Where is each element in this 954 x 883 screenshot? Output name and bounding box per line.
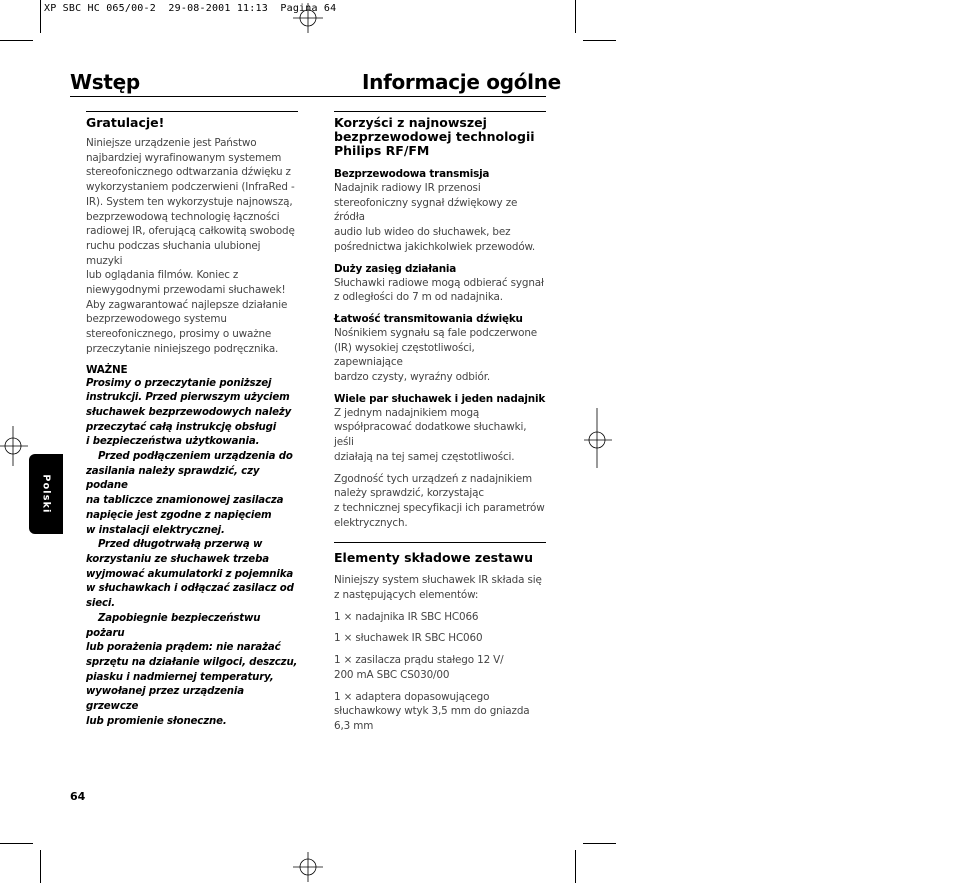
components-intro: Niniejszy system słuchawek IR składa się z następujących elementów: — [334, 574, 542, 602]
registration-mark-icon — [293, 852, 323, 882]
feature-text: Z jednym nadajnikiem mogą współpracować dodatkowe słuchawki, jeśli działają na tej samej częstotliwości. — [334, 406, 527, 463]
column-rule — [334, 111, 546, 112]
crop-mark — [0, 843, 33, 844]
feature-block — [334, 312, 546, 385]
components-heading: Elementy składowe zestawu — [334, 550, 533, 566]
feature-text: Nośnikiem sygnału są fale podczerwone (IR) wysokiej częstotliwości, zapewniające bardzo czysty, wyraźny odbiór. — [334, 326, 538, 384]
left-column — [86, 111, 298, 729]
greeting-heading: Gratulacje! — [86, 115, 165, 130]
intro-text: Niniejsze urządzenie jest Państwo najbardziej wyrafinowanym systemem stereofonicznego odtwarzania dźwięku z wykorzystaniem podczerwieni (InfraRed - IR). System ten wykorzystuje najnowszą, bezprzewodową technologię łączności radiowej IR, oferującą całkowitą swobodę ruchu podczas słuchania ulubionej muzyki lub oglądania filmów. Koniec z niewygodnymi przewodami słuchawek! Aby zagwarantować najlepsze działanie bezprzewodowego systemu stereofonicznego, prosimy o uważne przeczytanie niniejszego podręcznika. — [86, 137, 295, 355]
registration-mark-icon — [0, 426, 30, 466]
crop-mark — [583, 843, 616, 844]
page-title-right: Informacje ogólne — [362, 70, 561, 94]
print-header: XP SBC HC 065/00-2 29-08-2001 11:13 Pagina 64 — [44, 3, 337, 14]
important-label: WAŻNE — [86, 363, 128, 376]
crop-mark — [40, 850, 41, 883]
feature-text: Nadajnik radiowy IR przenosi stereofoniczny sygnał dźwiękowy ze źródła audio lub wideo do słuchawek, bez pośrednictwa jakichkolwiek przewodów. — [334, 182, 536, 253]
component-item: 1 × słuchawek IR SBC HC060 — [334, 632, 483, 645]
warning-text: Przed podłączeniem urządzenia do zasilania należy sprawdzić, czy podane na tabliczce znamionowej zasilacza napięcie jest zgodne z napięciem w instalacji elektrycznej. — [86, 451, 293, 536]
warning-text: Zapobiegnie bezpieczeństwu pożaru lub porażenia prądem: nie narażać sprzętu na działanie wilgoci, deszczu, piasku i nadmiernej temperatury, wywołanej przez urządzenia grzewcze lub promienie słoneczne. — [86, 612, 298, 727]
component-item: 1 × nadajnika IR SBC HC066 — [334, 610, 479, 623]
feature-title: Duży zasięg działania — [334, 262, 457, 275]
crop-mark — [0, 40, 33, 41]
feature-title: Wiele par słuchawek i jeden nadajnik — [334, 392, 546, 405]
warning-text: Przed długotrwałą przerwą w korzystaniu ze słuchawek trzeba wyjmować akumulatorki z pojemnika w słuchawkach i odłączać zasilacz od sieci. — [86, 539, 294, 610]
benefits-heading: Korzyści z najnowszej bezprzewodowej technologii Philips RF/FM — [334, 115, 535, 158]
language-tab-label: Polski — [40, 474, 52, 514]
right-column — [334, 111, 546, 734]
crop-mark — [583, 40, 616, 41]
page-number: 64 — [70, 790, 86, 803]
component-item: 1 × adaptera dopasowującego słuchawkowy wtyk 3,5 mm do gniazda 6,3 mm — [334, 690, 530, 732]
feature-block — [334, 167, 546, 255]
crop-mark — [575, 850, 576, 883]
compatibility-text: Zgodność tych urządzeń z nadajnikiem należy sprawdzić, korzystając z technicznej specyfikacji ich parametrów elektrycznych. — [334, 472, 545, 529]
registration-mark-icon — [584, 408, 614, 468]
feature-title: Łatwość transmitowania dźwięku — [334, 312, 523, 325]
crop-mark — [40, 0, 41, 33]
feature-block — [334, 392, 546, 465]
title-rule — [70, 96, 546, 97]
feature-block — [334, 262, 546, 305]
column-rule — [334, 542, 546, 543]
language-tab — [29, 454, 63, 534]
page-title-left: Wstęp — [70, 70, 140, 94]
column-rule — [86, 111, 298, 112]
feature-text: Słuchawki radiowe mogą odbierać sygnał z odległości do 7 m od nadajnika. — [334, 276, 544, 304]
feature-title: Bezprzewodowa transmisja — [334, 168, 490, 180]
warning-text: Prosimy o przeczytanie poniższej instrukcji. Przed pierwszym użyciem słuchawek bezprzewodowych należy przeczytać całą instrukcję obsługi i bezpieczeństwa użytkowania. — [86, 377, 292, 448]
component-item: 1 × zasilacza prądu stałego 12 V/ 200 mA SBC CS030/00 — [334, 654, 504, 681]
crop-mark — [575, 0, 576, 33]
